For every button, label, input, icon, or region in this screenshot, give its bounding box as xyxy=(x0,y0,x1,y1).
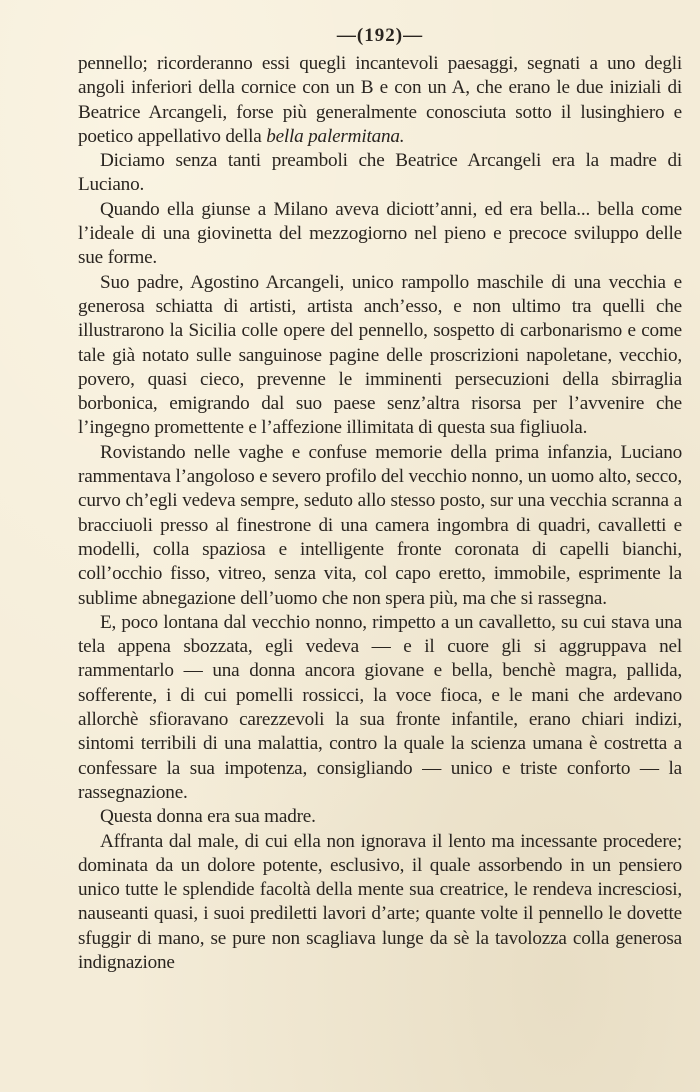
paragraph-7-text: Questa donna era sua madre. xyxy=(100,806,316,828)
paragraph-2-text: Diciamo senza tanti preamboli che Beatrice Arcangeli era la madre di Luciano. xyxy=(78,150,682,196)
paragraph-5 xyxy=(78,441,682,611)
paragraph-3-text: Quando ella giunse a Milano aveva diciott’anni, ed era bella... bella come l’ideale di una giovinetta del mezzogiorno nel pieno e precoce sviluppo delle sue forme. xyxy=(78,198,682,269)
book-page xyxy=(78,20,682,1080)
body-text xyxy=(78,52,682,975)
paragraph-4-text: Suo padre, Agostino Arcangeli, unico rampollo maschile di una vecchia e generosa schiatta di artisti, artista anch’esso, e non ultimo tra quelli che illustrarono la Sicilia colle opere del pennello, sospetto di carbonarismo e come tale già notato sulle sanguinose pagine delle proscrizioni napoletane, vecchio, povero, quasi cieco, prevenne le imminenti persecuzioni della sbirraglia borbonica, emigrando dal suo paese senz’altra risorsa per l’avvenire che l’ingegno promettente e l’affezione illimitata di questa sua figliuola. xyxy=(78,271,682,439)
paragraph-1-text: pennello; ricorderanno essi quegli incantevoli paesaggi, segnati a uno degli angoli inferiori della cornice con un B e con un A, che erano le due iniziali di Beatrice Arcangeli, forse più generalmente conosciuta sotto il lusinghiero e poetico appellativo della xyxy=(78,53,682,147)
paragraph-7 xyxy=(78,805,682,829)
paragraph-8-text: Affranta dal male, di cui ella non ignorava il lento ma incessante procedere; dominata da un dolore potente, esclusivo, il quale assorbendo in un pensiero unico tutte le splendide facoltà della mente sua creatrice, le rendeva incresciosi, nauseanti quasi, i suoi prediletti lavori d’arte; quante volte il pennello le dovette sfuggir di mano, se pure non scagliava lunge da sè la tavolozza colla generosa indignazione xyxy=(78,830,682,973)
paragraph-8 xyxy=(78,830,682,976)
paragraph-2 xyxy=(78,149,682,198)
paragraph-6 xyxy=(78,611,682,805)
paragraph-4 xyxy=(78,271,682,441)
paragraph-3 xyxy=(78,198,682,271)
paragraph-1-italic-phrase: bella palermitana. xyxy=(266,125,405,147)
paragraph-5-text: Rovistando nelle vaghe e confuse memorie della prima infanzia, Luciano rammentava l’angoloso e severo profilo del vecchio nonno, un uomo alto, secco, curvo ch’egli vedeva sempre, seduto allo stesso posto, sur una vecchia scranna a bracciuoli presso al finestrone di una camera ingombra di quadri, cavalletti e modelli, colla spaziosa e intelligente fronte coronata di capelli bianchi, coll’occhio fisso, vitreo, senza vita, col capo eretto, immobile, esprimente la sublime abnegazione dell’uomo che non spera più, ma che si rassegna. xyxy=(78,441,682,609)
paragraph-1 xyxy=(78,52,682,149)
paragraph-6-text: E, poco lontana dal vecchio nonno, rimpetto a un cavalletto, su cui stava una tela appena sbozzata, egli vedeva — e il cuore gli si aggruppava nel rammentarlo — una donna ancora giovane e bella, benchè magra, pallida, sofferente, i di cui pomelli rossicci, la voce fioca, e le mani che ardevano allorchè sfioravano carezzevoli la sua fronte infantile, erano chiari indizi, sintomi terribili di una malattia, contro la quale la scienza umana è costretta a confessare la sua impotenza, consigliando — unico e triste conforto — la rassegnazione. xyxy=(78,611,682,803)
page-number: —(192)— xyxy=(336,25,424,46)
